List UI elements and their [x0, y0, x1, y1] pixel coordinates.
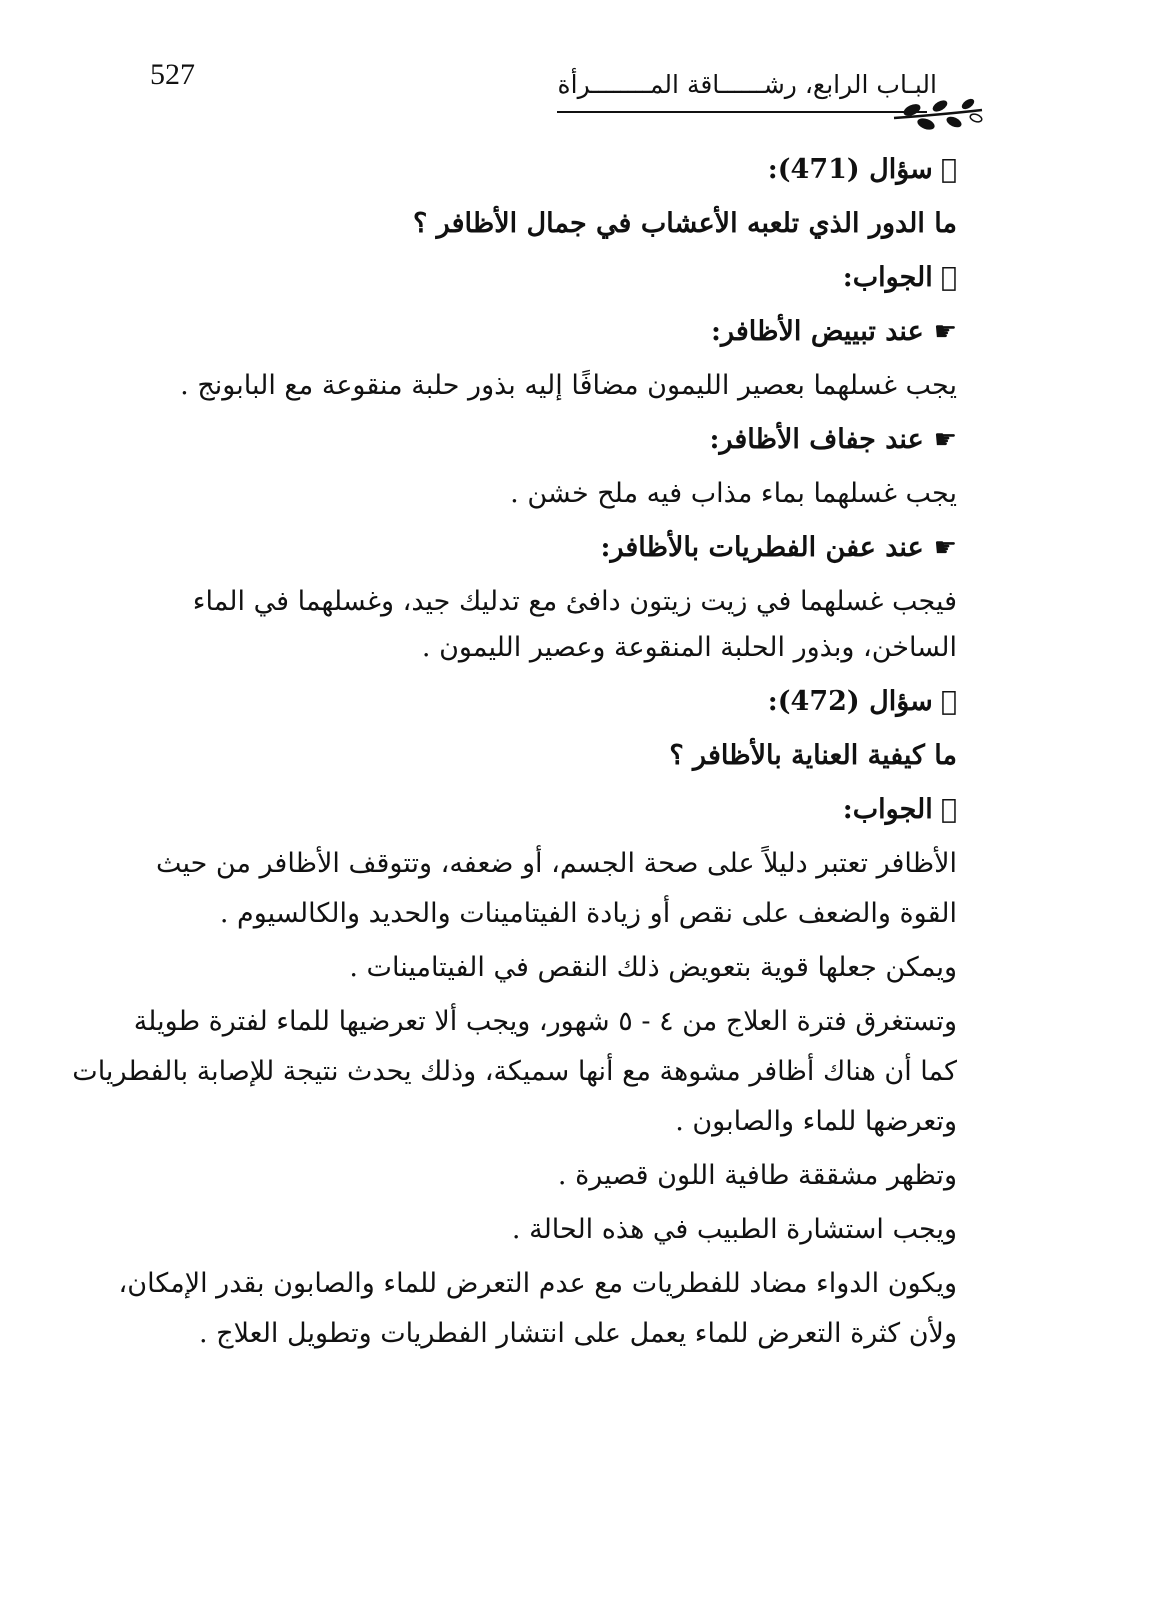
paragraph-line: وتستغرق فترة العلاج من ٤ - ٥ شهور، ويجب ألا تعرضيها للماء لفترة طويلة: [133, 1006, 957, 1037]
answer-471-heading: [77, 258, 957, 298]
page-number: 527: [150, 58, 195, 91]
paragraph-line: ويجب استشارة الطبيب في هذه الحالة .: [511, 1214, 957, 1245]
apple-icon: [941, 682, 957, 722]
item-heading-text: عند تبييض الأظافر:: [711, 316, 924, 347]
apple-icon: [941, 790, 957, 830]
apple-icon: [941, 258, 957, 298]
paragraph-line: الأظافر تعتبر دليلاً على صحة الجسم، أو ضعفه، وتتوقف الأظافر من حيث: [155, 848, 957, 879]
paragraph-line: وتظهر مشققة طافية اللون قصيرة .: [557, 1160, 957, 1191]
question-label: سؤال (471):: [784, 154, 949, 185]
question-472-heading: [77, 682, 957, 722]
running-header: البـاب الرابع، رشــــــاقة المــــــــرأة: [557, 70, 937, 99]
question-label: سؤال (472):: [784, 686, 949, 717]
paragraph-line: ولأن كثرة التعرض للماء يعمل على انتشار الفطريات وتطويل العلاج .: [198, 1318, 957, 1349]
paragraph-line: ويكون الدواء مضاد للفطريات مع عدم التعرض للماء والصابون بقدر الإمكان،: [118, 1268, 957, 1299]
pointing-hand-icon: ☛: [933, 425, 957, 455]
question-472-text: ما كيفية العناية بالأظافر ؟: [669, 740, 957, 771]
leaf-branch-icon: [892, 94, 984, 134]
item-heading: [77, 312, 957, 352]
answer-label: الجواب:: [859, 262, 949, 293]
item-heading-text: عند جفاف الأظافر:: [709, 424, 924, 455]
question-471-heading: [77, 150, 957, 190]
paragraph-line: كما أن هناك أظافر مشوهة مع أنها سميكة، وذلك يحدث نتيجة للإصابة بالفطريات: [72, 1056, 957, 1087]
question-471-text: ما الدور الذي تلعبه الأعشاب في جمال الأظافر ؟: [412, 208, 957, 239]
paragraph-line: ويمكن جعلها قوية بتعويض ذلك النقص في الفيتامينات .: [349, 952, 957, 983]
item-text: فيجب غسلهما في زيت زيتون دافئ مع تدليك جيد، وغسلهما في الماء: [192, 586, 957, 617]
item-text: يجب غسلهما بماء مذاب فيه ملح خشن .: [510, 478, 957, 509]
pointing-hand-icon: ☛: [933, 317, 957, 347]
page-content: [72, 150, 957, 1354]
item-text-continued: الساخن، وبذور الحلبة المنقوعة وعصير الليمون .: [421, 632, 957, 663]
item-text: يجب غسلهما بعصير الليمون مضافًا إليه بذور حلبة منقوعة مع البابونج .: [180, 370, 957, 401]
apple-icon: [941, 150, 957, 190]
item-heading-text: عند عفن الفطريات بالأظافر:: [600, 532, 924, 563]
answer-472-heading: [77, 790, 957, 830]
answer-label: الجواب:: [859, 794, 949, 825]
paragraph-line: القوة والضعف على نقص أو زيادة الفيتامينات والحديد والكالسيوم .: [219, 898, 957, 929]
paragraph-line: وتعرضها للماء والصابون .: [675, 1106, 957, 1137]
header-rule: [557, 111, 927, 113]
pointing-hand-icon: ☛: [933, 533, 957, 563]
item-heading: [77, 420, 957, 460]
item-heading: [77, 528, 957, 568]
